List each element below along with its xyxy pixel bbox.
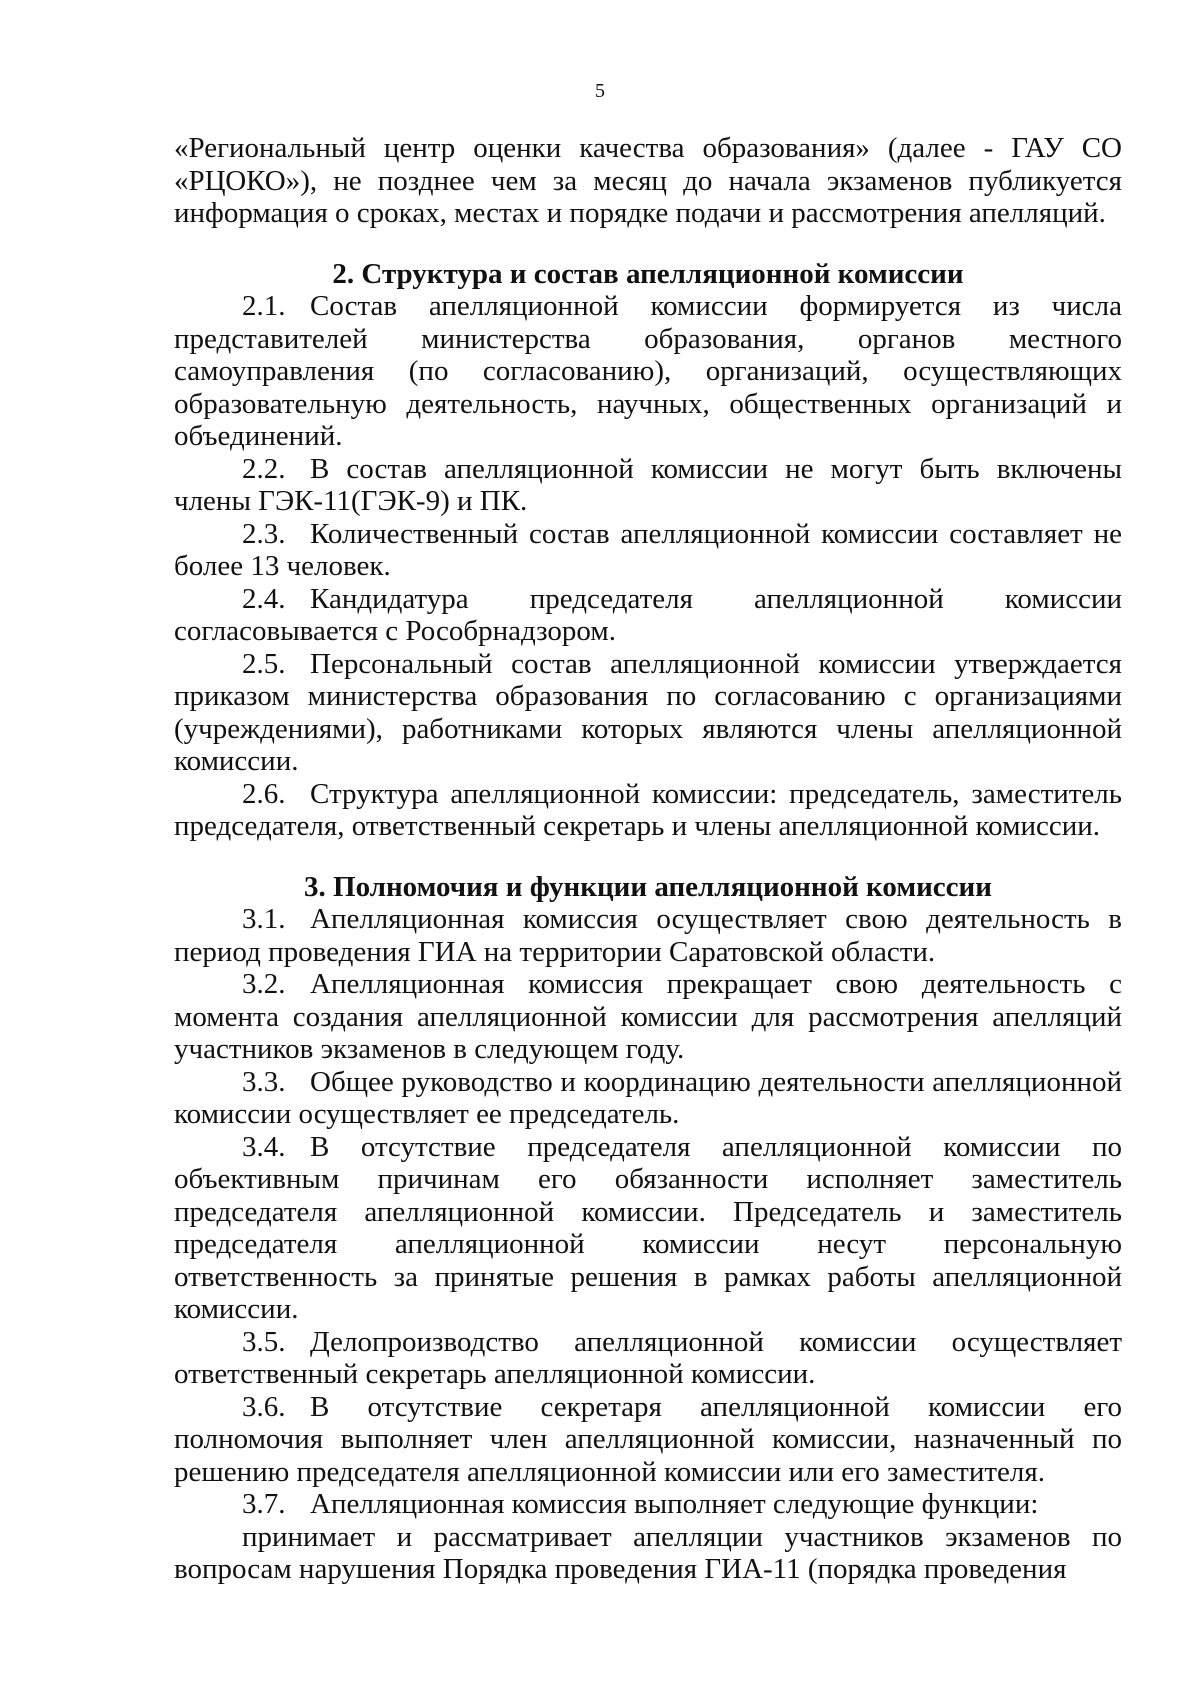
clause-number: 3.7. bbox=[242, 1488, 286, 1520]
clause-text: Количественный состав апелляционной комиссии составляет не более 13 человек. bbox=[174, 517, 1122, 582]
clause-number: 3.1. bbox=[242, 903, 286, 935]
clause-paragraph bbox=[174, 1326, 1122, 1391]
clause-number: 2.5. bbox=[242, 647, 286, 680]
intro-paragraph: «Региональный центр оценки качества образования» (далее - ГАУ СО «РЦОКО»), не позднее чем за месяц до начала экзаменов публикуется информация о сроках, местах и порядке подачи и рассмотрения апелляций. bbox=[174, 132, 1122, 229]
clause-paragraph bbox=[174, 1488, 1122, 1521]
section-3-heading: 3. Полномочия и функции апелляционной комиссии bbox=[304, 870, 992, 903]
clause-text: Кандидатура председателя апелляционной комиссии согласовывается с Рособрнадзором. bbox=[174, 582, 1122, 647]
section-3-items bbox=[174, 903, 1122, 1521]
clause-text: Общее руководство и координацию деятельности апелляционной комиссии осуществляет ее председатель. bbox=[174, 1065, 1122, 1130]
clause-paragraph bbox=[174, 648, 1122, 778]
clause-paragraph bbox=[174, 968, 1122, 1066]
clause-number: 3.6. bbox=[242, 1390, 286, 1423]
clause-text: Делопроизводство апелляционной комиссии осуществляет ответственный секретарь апелляционной комиссии. bbox=[174, 1325, 1122, 1390]
clause-paragraph bbox=[174, 583, 1122, 648]
section-2-heading: 2. Структура и состав апелляционной комиссии bbox=[332, 257, 964, 290]
clause-number: 3.2. bbox=[242, 968, 286, 1000]
clause-number: 2.3. bbox=[242, 517, 286, 550]
clause-number: 2.6. bbox=[242, 777, 286, 810]
clause-text: Состав апелляционной комиссии формируется из числа представителей министерства образования, органов местного самоуправления (по согласованию), организаций, осуществляющих образовательную деятельность, научных, общественных организаций и объединений. bbox=[174, 290, 1122, 452]
clause-number: 3.5. bbox=[242, 1325, 286, 1358]
clause-text: Апелляционная комиссия осуществляет свою деятельность в период проведения ГИА на территории Саратовской области. bbox=[174, 903, 1122, 968]
clause-paragraph bbox=[174, 1131, 1122, 1326]
clause-number: 2.2. bbox=[242, 452, 286, 485]
document-body bbox=[174, 132, 1122, 1586]
spacer bbox=[174, 843, 1122, 871]
page-number: 5 bbox=[595, 80, 605, 102]
clause-number: 2.1. bbox=[242, 290, 286, 322]
section-2-items bbox=[174, 290, 1122, 843]
section-3-tail-paragraph: принимает и рассматривает апелляции участников экзаменов по вопросам нарушения Порядка проведения ГИА-11 (порядка проведения bbox=[174, 1520, 1122, 1585]
clause-text: Апелляционная комиссия прекращает свою деятельность с момента создания апелляционной комиссии для рассмотрения апелляций участников экзаменов в следующем году. bbox=[174, 968, 1122, 1065]
clause-text: Структура апелляционной комиссии: председатель, заместитель председателя, ответственный секретарь и члены апелляционной комиссии. bbox=[174, 777, 1122, 842]
clause-text: В состав апелляционной комиссии не могут быть включены члены ГЭК-11(ГЭК-9) и ПК. bbox=[174, 452, 1122, 517]
clause-paragraph bbox=[174, 453, 1122, 518]
clause-paragraph bbox=[174, 778, 1122, 843]
clause-text: В отсутствие секретаря апелляционной комиссии его полномочия выполняет член апелляционной комиссии, назначенный по решению председателя апелляционной комиссии или его заместителя. bbox=[174, 1390, 1122, 1488]
clause-number: 3.4. bbox=[242, 1130, 286, 1163]
clause-text: В отсутствие председателя апелляционной комиссии по объективным причинам его обязанности исполняет заместитель председателя апелляционной комиссии. Председатель и заместитель председателя апелляционной комиссии несут персональную ответственность за принятые решения в рамках работы апелляционной комиссии. bbox=[174, 1130, 1122, 1325]
spacer bbox=[174, 230, 1122, 258]
clause-paragraph bbox=[174, 903, 1122, 968]
clause-number: 3.3. bbox=[242, 1065, 286, 1098]
clause-text: Апелляционная комиссия выполняет следующие функции: bbox=[310, 1488, 1039, 1520]
clause-paragraph bbox=[174, 1391, 1122, 1489]
clause-number: 2.4. bbox=[242, 582, 286, 615]
clause-paragraph bbox=[174, 518, 1122, 583]
clause-paragraph bbox=[174, 290, 1122, 453]
clause-text: Персональный состав апелляционной комиссии утверждается приказом министерства образования по согласованию с организациями (учреждениями), работниками которых являются члены апелляционной комиссии. bbox=[174, 647, 1122, 777]
clause-paragraph bbox=[174, 1066, 1122, 1131]
